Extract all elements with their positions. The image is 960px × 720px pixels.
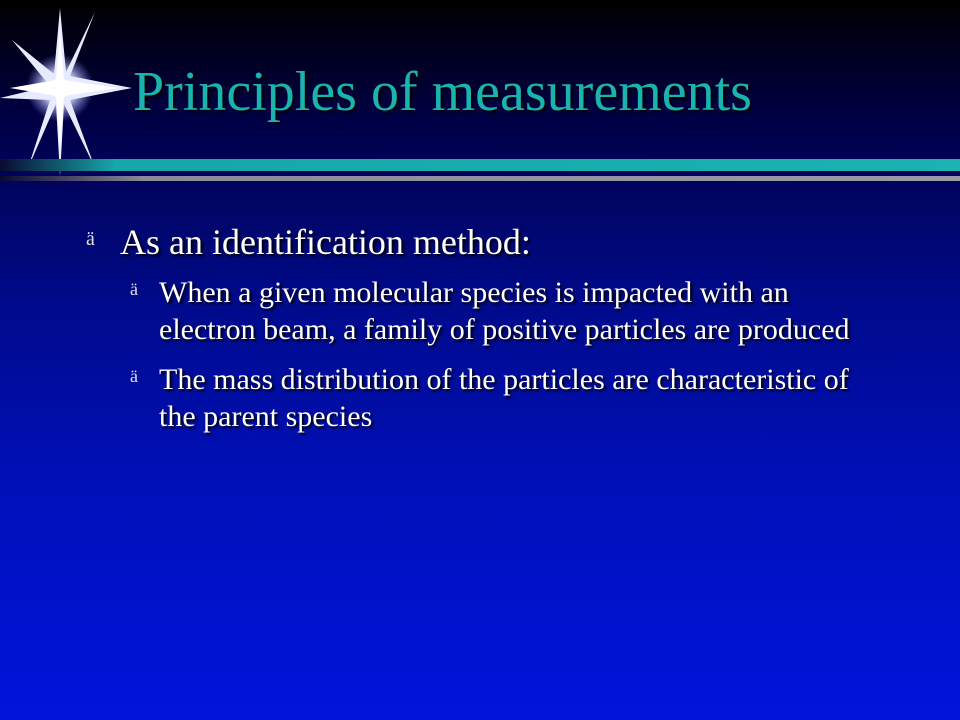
- arrow-bullet-icon: ä: [86, 228, 95, 250]
- slide-title: Principles of measurements: [133, 61, 752, 123]
- starburst-icon: [0, 0, 150, 180]
- arrow-bullet-icon: ä: [130, 366, 138, 386]
- sub-bullet-text: The mass distribution of the particles are characteristic of the parent species: [159, 363, 849, 433]
- arrow-bullet-icon: ä: [130, 279, 138, 299]
- title-underline: [0, 157, 960, 187]
- sub-bullet-item: [130, 274, 866, 348]
- bullet-list: [86, 222, 866, 448]
- bullet-text: As an identification method:: [120, 222, 531, 262]
- bullet-item: [86, 222, 866, 262]
- sub-bullet-text: When a given molecular species is impacted with an electron beam, a family of positive particles are produced: [159, 276, 850, 346]
- sub-bullet-item: [130, 361, 866, 435]
